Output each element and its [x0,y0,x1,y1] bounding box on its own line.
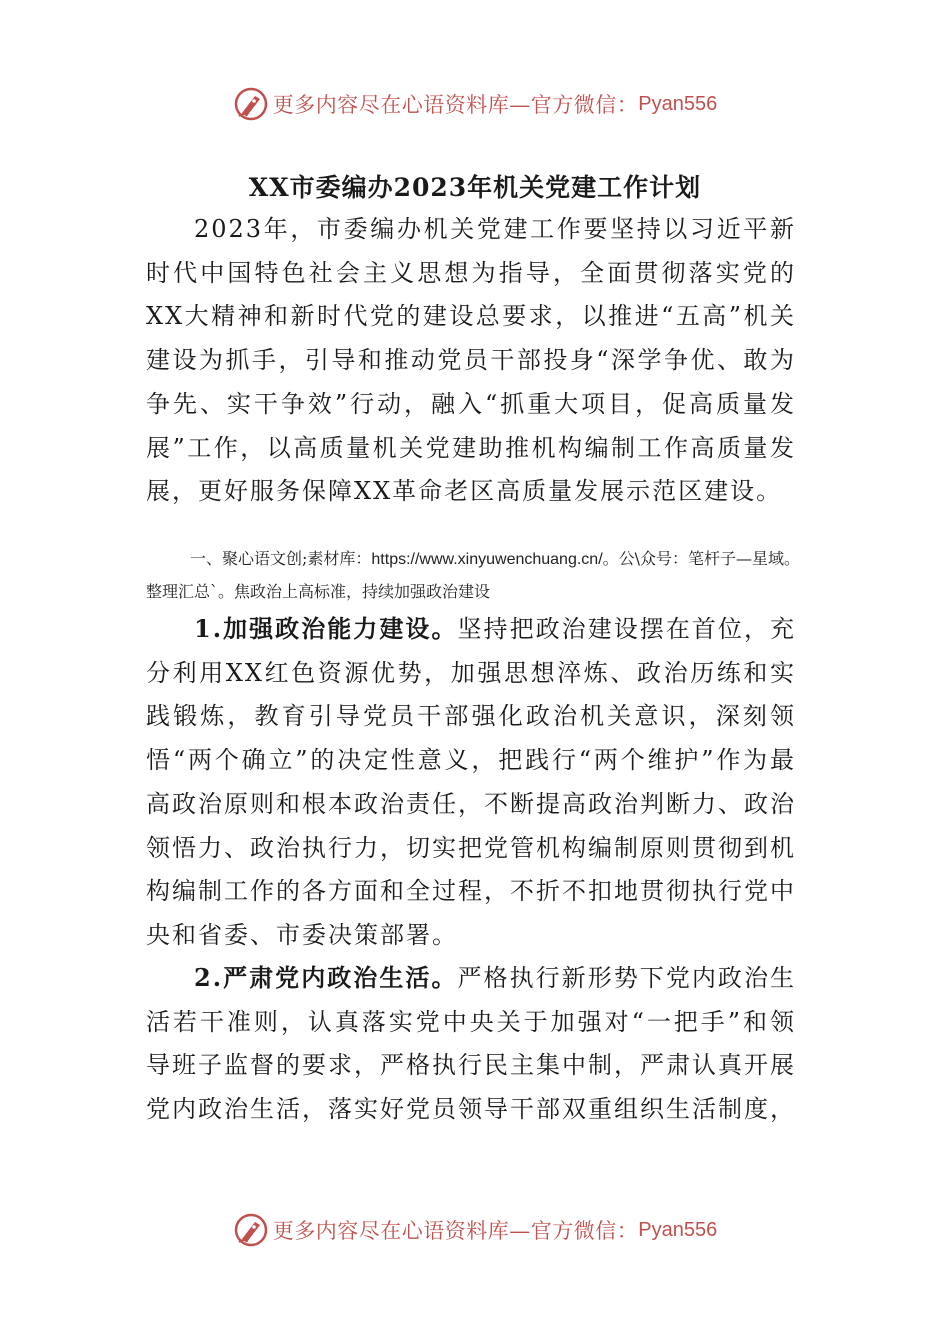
section-note-prefix: 一、聚心语文创;素材库： [190,549,372,568]
watermark-code: Pyan556 [638,92,718,115]
pen-nib-logo-icon [233,1212,269,1248]
section-heading-note [146,543,806,608]
watermark-code: Pyan556 [638,1218,718,1241]
section-note-url: https://www.xinyuwenchuang.cn/ [371,551,603,568]
document-title: XX市委编办2023年机关党建工作计划 [248,173,702,202]
watermark-text: 更多内容尽在心语资料库—官方微信： [272,93,639,117]
item-body-1: 坚持把政治建设摆在首位，充分利用XX红色资源优势，加强思想淬炼、政治历练和实践锻炼，教育引导党员干部强化政治机关意识，深刻领悟“两个确立”的决定性意义，把践行“两个维护”作为最高政治原则和根本政治责任，不断提高政治判断力、政治领悟力、政治执行力，切实把党管机构编制原则贯彻到机构编制工作的各方面和全过程，不折不扣地贯彻执行党中央和省委、市委决策部署。 [146,615,796,949]
item-lead-2: 2.严肃党内政治生活。 [194,963,458,992]
pen-nib-logo-icon [233,86,269,122]
intro-paragraph: 2023年，市委编办机关党建工作要坚持以习近平新时代中国特色社会主义思想为指导，全面贯彻落实党的XX大精神和新时代党的建设总要求，以推进“五高”机关建设为抓手，引导和推动党员干部投身“深学争优、敢为争先、实干争效”行动，融入“抓重大项目，促高质量发展”工作，以高质量机关党建助推机构编制工作高质量发展，更好服务保障XX革命老区高质量发展示范区建设。 [146,215,796,506]
item-lead-1: 1.加强政治能力建设。 [194,614,458,643]
item-paragraph-1 [146,607,796,958]
item-paragraph-2 [146,956,796,1132]
item-body-2: 严格执行新形势下党内政治生活若干准则，认真落实党中央关于加强对“一把手”和领导班子监督的要求，严格执行民主集中制，严肃认真开展党内政治生活，落实好党员领导干部双重组织生活制度， [146,964,796,1124]
section-note-suffix: 。公\众号：笔杆子—星域。整理汇总`。焦政治上高标准，持续加强政治建设 [146,549,801,601]
watermark-banner-bottom [0,1210,950,1250]
watermark-text: 更多内容尽在心语资料库—官方微信： [272,1219,639,1243]
watermark-banner-top [0,84,950,124]
